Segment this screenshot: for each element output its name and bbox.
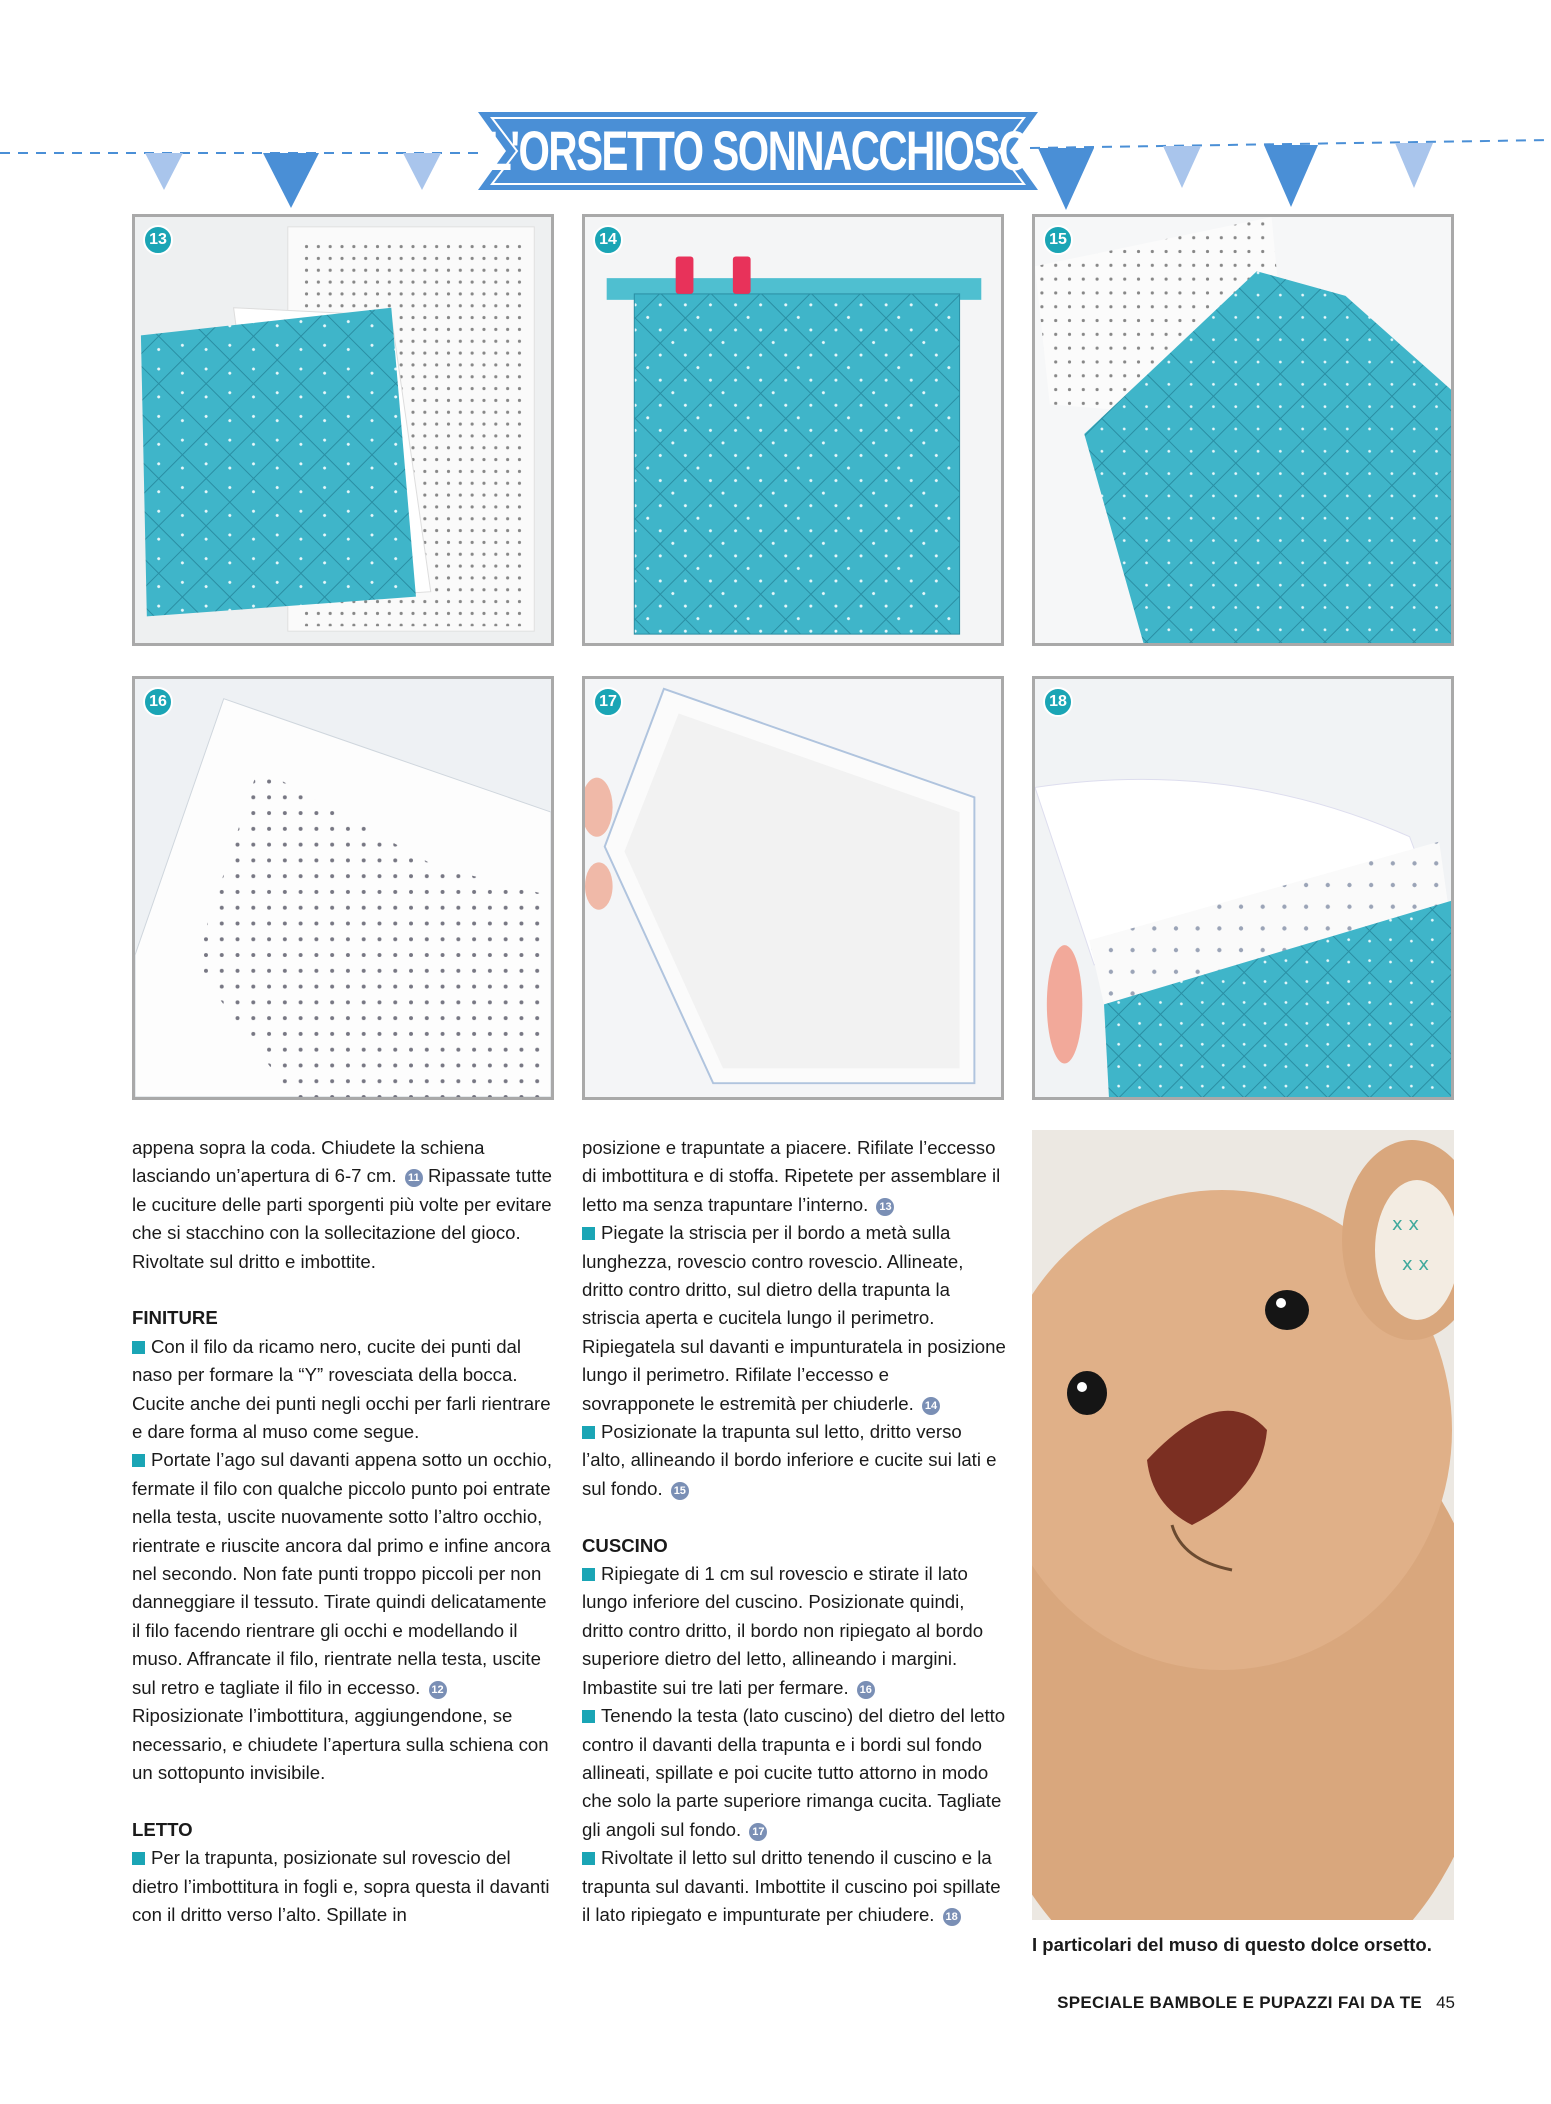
paragraph <box>582 1219 1006 1418</box>
svg-text:x x: x x <box>1402 1254 1430 1275</box>
bullet-square-icon <box>582 1426 595 1439</box>
paragraph <box>132 1446 556 1702</box>
paragraph-text: Ripiegate di 1 cm sul rovescio e stirate il lato lungo inferiore del cuscino. Posizionate quindi, dritto contro dritto, il bordo non ripiegato al bordo superiore dietro del letto, allineando i margini. Imbastite sui tre lati per fermare. <box>582 1563 984 1698</box>
step-reference-badge: 15 <box>671 1482 689 1500</box>
bunting-flag-icon <box>403 153 441 190</box>
page-footer <box>1055 1993 1455 2013</box>
step-reference-badge: 16 <box>857 1681 875 1699</box>
step-badge: 16 <box>143 687 173 717</box>
step-badge: 14 <box>593 225 623 255</box>
bunting-flag-icon <box>1395 143 1433 188</box>
photo-step-18 <box>1032 676 1454 1100</box>
quilt-with-clips-image <box>585 217 1001 643</box>
paragraph-text: Per la trapunta, posizionate sul rovescio del dietro l’imbottitura in fogli e, sopra questa il davanti con il dritto verso l’alto. Spillate in <box>132 1847 550 1925</box>
paragraph <box>582 1560 1006 1702</box>
step-reference-badge: 13 <box>876 1198 894 1216</box>
step-badge: 15 <box>1043 225 1073 255</box>
step-reference-badge: 11 <box>405 1169 423 1187</box>
section-heading-letto: LETTO <box>132 1818 193 1840</box>
photo-step-14 <box>582 214 1004 646</box>
padded-back-image <box>585 679 1001 1097</box>
bullet-square-icon <box>582 1852 595 1865</box>
paragraph-text: Posizionate la trapunta sul letto, dritto verso l’alto, allineando il bordo inferiore e cucite sui lati e sul fondo. <box>582 1421 997 1499</box>
paragraph-text: Rivoltate il letto sul dritto tenendo il cuscino e la trapunta sul davanti. Imbottite il cuscino poi spillate il lato ripiegato e impunturate per chiudere. <box>582 1847 1001 1925</box>
bunting-flag-icon <box>1264 145 1318 207</box>
quilted-fabric-squares-image <box>135 217 551 643</box>
bullet-square-icon <box>582 1568 595 1581</box>
paragraph-text: posizione e trapuntate a piacere. Rifilate l’eccesso di imbottitura e di stoffa. Ripetete per assemblare il letto ma senza trapuntare l’interno. <box>582 1137 1001 1215</box>
page-title: L'ORSETTO SONNACCHIOSO <box>487 118 1029 182</box>
paragraph-text: Con il filo da ricamo nero, cucite dei punti dal naso per formare la “Y” rovesciata della bocca. Cucite anche dei punti negli occhi per farli rientrare e dare forma al muso come segue. <box>132 1335 551 1443</box>
quilt-on-bed-image <box>1035 217 1451 643</box>
teddy-bear-image <box>1032 1130 1454 1920</box>
photo-caption: I particolari del muso di questo dolce orsetto. <box>1032 1934 1432 1955</box>
paragraph-text: Piegate la striscia per il bordo a metà sulla lunghezza, rovescio contro rovescio. Allineate, dritto contro dritto, sul dietro della trapunta la striscia aperta e cucitela lungo il perimetro. Ripiegatela sul davanti e impunturatela in posizione lungo il perimetro. Rifilate l’eccesso e sovrapponete le estremità per chiuderle. <box>582 1222 1006 1414</box>
paragraph <box>582 1702 1006 1844</box>
step-badge: 17 <box>593 687 623 717</box>
paragraph-text: Portate l’ago sul davanti appena sotto un occhio, fermate il filo con qualche piccolo punto poi entrate nella testa, uscite nuovamente sotto l’altro occhio, rientrate e riuscite ancora dal primo e infine ancora nel secondo. Non fate punti troppo piccoli per non danneggiare il tessuto. Tirate quindi delicatamente il filo facendo rientrare gli occhi e modellando il muso. Affrancate il filo, rientrate nella testa, uscite sul retro e tagliate il filo in eccesso. <box>132 1449 553 1698</box>
text-column-1 <box>132 1134 556 1929</box>
step-reference-badge: 12 <box>429 1681 447 1699</box>
step-badge: 13 <box>143 225 173 255</box>
paragraph: Riposizionate l’imbottitura, aggiungendone, se necessario, e chiudete l’apertura sulla schiena con un sottopunto invisibile. <box>132 1705 549 1783</box>
bullet-square-icon <box>132 1852 145 1865</box>
step-badge: 18 <box>1043 687 1073 717</box>
text-column-2 <box>582 1134 1006 1929</box>
svg-text:x x: x x <box>1392 1214 1420 1235</box>
paragraph <box>582 1844 1006 1929</box>
teddy-bear-photo <box>1032 1130 1454 1920</box>
photo-step-17 <box>582 676 1004 1100</box>
bunting-flag-icon <box>263 153 319 208</box>
bullet-square-icon <box>132 1341 145 1354</box>
paragraph <box>582 1418 1006 1503</box>
paragraph <box>132 1844 556 1929</box>
step-reference-badge: 14 <box>922 1397 940 1415</box>
photo-step-16 <box>132 676 554 1100</box>
magazine-title: SPECIALE BAMBOLE E PUPAZZI FAI DA TE <box>1057 1993 1423 2012</box>
photo-step-15 <box>1032 214 1454 646</box>
paragraph <box>132 1333 556 1447</box>
bullet-square-icon <box>582 1227 595 1240</box>
paragraph-text: appena sopra la coda. Chiudete la schiena lasciando un’apertura di 6-7 cm. <box>132 1137 485 1187</box>
paragraph <box>132 1134 556 1276</box>
paragraph-text: Tenendo la testa (lato cuscino) del dietro del letto contro il davanti della trapunta e i bordi sul fondo allineati, spillate e poi cucite tutto attorno in modo che solo la parte superiore rimanga cucita. Tagliate gli angoli sul fondo. <box>582 1705 1006 1840</box>
step-reference-badge: 18 <box>943 1908 961 1926</box>
bullet-square-icon <box>132 1454 145 1467</box>
step-reference-badge: 17 <box>749 1823 767 1841</box>
pillow-and-quilt-image <box>1035 679 1451 1097</box>
bunting-flag-icon <box>145 153 183 190</box>
bullet-square-icon <box>582 1710 595 1723</box>
section-heading-finiture: FINITURE <box>132 1307 218 1329</box>
paragraph-text: Ripassate tutte le cuciture delle parti sporgenti più volte per evitare che si stacchino con la sollecitazione del gioco. Rivoltate sul dritto e imbottite. <box>132 1165 552 1272</box>
photo-step-13 <box>132 214 554 646</box>
bunting-flag-icon <box>1163 146 1201 188</box>
bunting-flag-icon <box>1038 148 1094 210</box>
polka-dot-sheet-image <box>135 679 551 1097</box>
paragraph <box>582 1134 1006 1219</box>
page-number: 45 <box>1436 1993 1455 2012</box>
section-heading-cuscino: CUSCINO <box>582 1534 668 1556</box>
